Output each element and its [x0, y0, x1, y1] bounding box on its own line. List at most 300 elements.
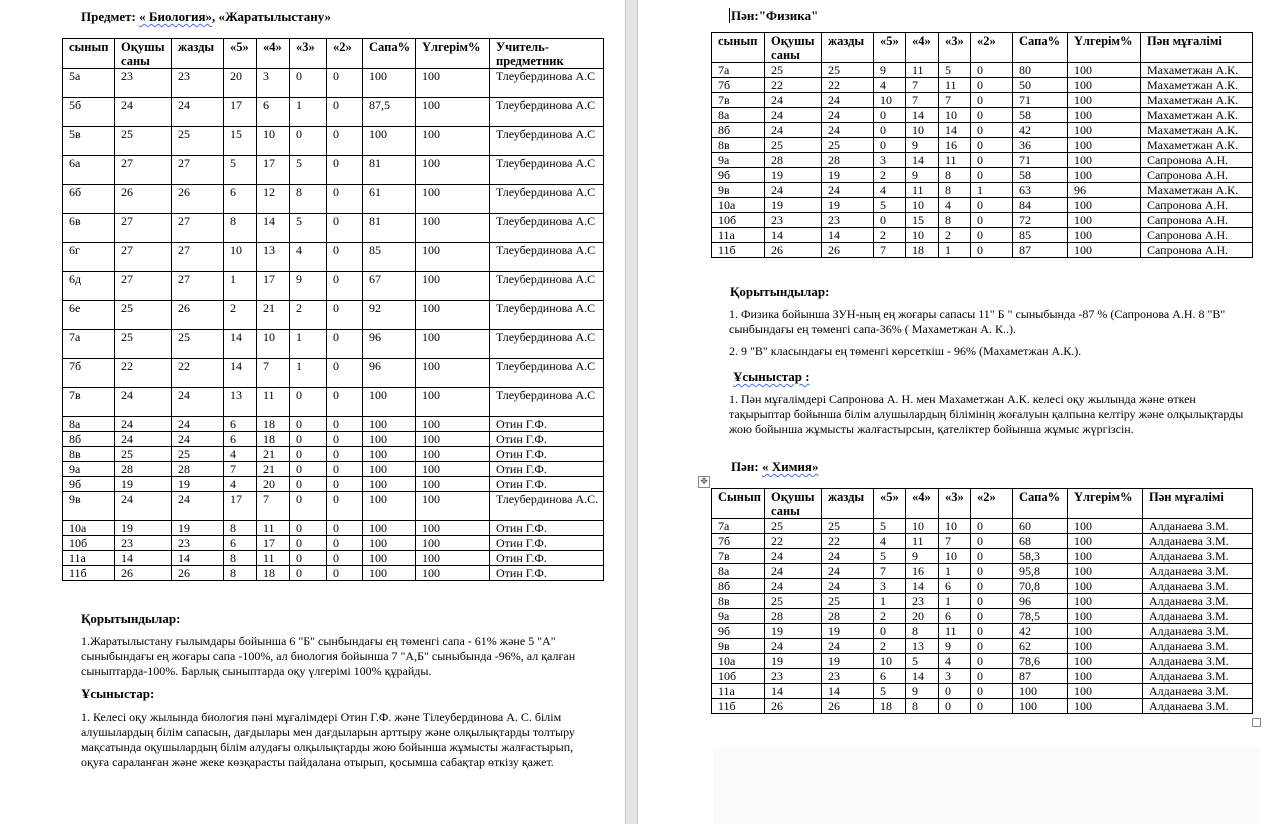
- table-cell: 78,5: [1013, 609, 1068, 624]
- column-header: Оқушы саны: [765, 489, 822, 519]
- page-gutter: [625, 0, 638, 824]
- table-row: [63, 551, 604, 566]
- column-header: Үлгерім%: [1068, 33, 1141, 63]
- table-cell: Алданаева З.М.: [1143, 684, 1253, 699]
- table-cell: 7б: [63, 359, 115, 388]
- column-header: Пән мұғалімі: [1141, 33, 1253, 63]
- table-cell: 100: [416, 551, 490, 566]
- table-cell: 58,3: [1013, 549, 1068, 564]
- table-cell: 17: [224, 492, 257, 521]
- table-cell: 63: [1013, 183, 1068, 198]
- table-cell: 17: [257, 536, 290, 551]
- table-row: [63, 417, 604, 432]
- table-cell: 4: [290, 243, 327, 272]
- table-cell: 0: [290, 432, 327, 447]
- table-cell: Отин Г.Ф.: [490, 536, 604, 551]
- table-cell: 5б: [63, 98, 115, 127]
- table-cell: 24: [765, 579, 822, 594]
- table-cell: Тлеубердинова А.С: [490, 272, 604, 301]
- table-cell: 78,6: [1013, 654, 1068, 669]
- table-cell: 8в: [712, 594, 765, 609]
- table-cell: 10а: [63, 521, 115, 536]
- table-cell: 23: [172, 536, 224, 551]
- table-cell: 9в: [712, 639, 765, 654]
- physics-conclusions-heading: Қорытындылар:: [730, 284, 830, 299]
- table-cell: Тлеубердинова А.С: [490, 156, 604, 185]
- table-cell: 2: [874, 168, 906, 183]
- table-cell: 8б: [712, 123, 765, 138]
- table-cell: 100: [1068, 243, 1141, 258]
- table-cell: 4: [874, 534, 906, 549]
- column-header: Сапа%: [363, 39, 416, 69]
- chemistry-title: [731, 459, 818, 474]
- physics-conclusion-1: 1. Физика бойынша ЗУН-ның ең жоғары сапасы 11" Б " сыныбында -87 % (Сапронова А.Н. 8 "В" сынбындағы ең төменгі сапа-36% ( Махаметжан А. К..).: [729, 307, 1226, 336]
- table-cell: 8: [224, 566, 257, 581]
- table-cell: 100: [1068, 684, 1143, 699]
- table-cell: 100: [363, 69, 416, 98]
- table-cell: 9б: [712, 168, 765, 183]
- table-cell: 81: [363, 156, 416, 185]
- table-cell: Отин Г.Ф.: [490, 447, 604, 462]
- table-cell: 100: [363, 462, 416, 477]
- table-cell: 25: [765, 138, 822, 153]
- column-header: «5»: [874, 33, 906, 63]
- table-cell: 7а: [712, 63, 765, 78]
- table-cell: 96: [363, 330, 416, 359]
- table-cell: 14: [822, 684, 874, 699]
- table-cell: 100: [416, 521, 490, 536]
- table-cell: 22: [172, 359, 224, 388]
- table-cell: 7: [257, 359, 290, 388]
- column-header: «4»: [906, 489, 939, 519]
- table-cell: 6е: [63, 301, 115, 330]
- table-cell: 8в: [63, 447, 115, 462]
- table-cell: 17: [257, 272, 290, 301]
- table-row: [712, 699, 1253, 714]
- table-cell: 4: [939, 654, 971, 669]
- table-cell: 0: [327, 417, 363, 432]
- table-cell: 62: [1013, 639, 1068, 654]
- table-cell: 24: [822, 108, 874, 123]
- column-header: Сапа%: [1013, 489, 1068, 519]
- table-cell: 2: [874, 639, 906, 654]
- table-cell: Махаметжан А.К.: [1141, 93, 1253, 108]
- table-cell: 7: [906, 93, 939, 108]
- table-cell: Тлеубердинова А.С: [490, 301, 604, 330]
- table-cell: 19: [172, 521, 224, 536]
- table-cell: 15: [906, 213, 939, 228]
- table-cell: 5: [290, 156, 327, 185]
- table-cell: Тлеубердинова А.С.: [490, 492, 604, 521]
- table-cell: 100: [363, 447, 416, 462]
- table-cell: 100: [1068, 108, 1141, 123]
- table-cell: 24: [765, 93, 822, 108]
- table-cell: 26: [765, 243, 822, 258]
- table-cell: 0: [290, 477, 327, 492]
- table-cell: 24: [822, 579, 874, 594]
- table-cell: 10: [906, 228, 939, 243]
- table-cell: 0: [327, 69, 363, 98]
- table-cell: 23: [906, 594, 939, 609]
- table-cell: 24: [765, 549, 822, 564]
- table-cell: Сапронова А.Н.: [1141, 153, 1253, 168]
- table-cell: 27: [115, 156, 172, 185]
- table-cell: Отин Г.Ф.: [490, 521, 604, 536]
- table-row: [63, 566, 604, 581]
- table-cell: 24: [765, 108, 822, 123]
- table-cell: 22: [822, 78, 874, 93]
- table-cell: 2: [224, 301, 257, 330]
- table-cell: 0: [971, 534, 1013, 549]
- table-cell: 100: [1068, 549, 1143, 564]
- table-cell: 50: [1013, 78, 1068, 93]
- table-cell: 0: [327, 156, 363, 185]
- column-header: «2»: [971, 33, 1013, 63]
- title-subject-natural-science: , «Жаратылыстану»: [212, 9, 332, 24]
- table-cell: 11а: [712, 684, 765, 699]
- table-cell: 25: [822, 63, 874, 78]
- table-row: [63, 330, 604, 359]
- table-cell: Алданаева З.М.: [1143, 609, 1253, 624]
- table-cell: 0: [327, 447, 363, 462]
- table-cell: 10: [257, 127, 290, 156]
- table-cell: 13: [906, 639, 939, 654]
- table-cell: 14: [172, 551, 224, 566]
- table-cell: 100: [1068, 93, 1141, 108]
- column-header: жазды: [822, 33, 874, 63]
- table-cell: 0: [971, 228, 1013, 243]
- table-cell: 0: [874, 123, 906, 138]
- conclusion-text: 1.Жаратылыстану ғылымдары бойынша 6 "Б" сынбындағы ең төменгі сапа - 61% және 5 "А" сыныбындағы ең жоғары сапа -100%, ал биология бойынша 7 "А,Б" сыныбында -96%, ал қалған сыныптарда-100%. Барлық сыныптарда оқу үлгерімі 100% құрайды.: [81, 634, 576, 678]
- column-header: сынып: [63, 39, 115, 69]
- table-cell: 0: [971, 93, 1013, 108]
- table-cell: 1: [224, 272, 257, 301]
- table-cell: 0: [971, 78, 1013, 93]
- table-cell: 9: [906, 138, 939, 153]
- table-cell: 6а: [63, 156, 115, 185]
- table-cell: 96: [1068, 183, 1141, 198]
- table-cell: 24: [822, 549, 874, 564]
- table-cell: 85: [1013, 228, 1068, 243]
- table-cell: 11: [906, 63, 939, 78]
- table-cell: 70,8: [1013, 579, 1068, 594]
- table-cell: 7: [874, 243, 906, 258]
- table-cell: Алданаева З.М.: [1143, 579, 1253, 594]
- table-cell: 100: [1068, 213, 1141, 228]
- table-cell: 10: [939, 108, 971, 123]
- table-cell: 6: [874, 669, 906, 684]
- table-cell: 80: [1013, 63, 1068, 78]
- table-row: [712, 669, 1253, 684]
- table-cell: 10б: [712, 669, 765, 684]
- table-row: [712, 198, 1253, 213]
- table-cell: 24: [765, 564, 822, 579]
- table-cell: 0: [327, 330, 363, 359]
- table-row: [712, 213, 1253, 228]
- table-row: [712, 564, 1253, 579]
- table-cell: 42: [1013, 624, 1068, 639]
- table-cell: 22: [822, 534, 874, 549]
- table-cell: 100: [416, 388, 490, 417]
- table-cell: 0: [971, 519, 1013, 534]
- document-page-left: [0, 0, 625, 824]
- table-row: [712, 639, 1253, 654]
- table-cell: 14: [939, 123, 971, 138]
- table-cell: 23: [115, 69, 172, 98]
- table-row: [63, 98, 604, 127]
- table-cell: 0: [290, 492, 327, 521]
- table-cell: 1: [290, 330, 327, 359]
- table-cell: 0: [327, 492, 363, 521]
- table-row: [712, 78, 1253, 93]
- table-cell: 24: [172, 432, 224, 447]
- table-row: [712, 183, 1253, 198]
- table-cell: 26: [172, 301, 224, 330]
- table-cell: 100: [416, 462, 490, 477]
- table-cell: 100: [1068, 198, 1141, 213]
- table-cell: 0: [327, 127, 363, 156]
- table-cell: 11б: [712, 243, 765, 258]
- table-cell: Тлеубердинова А.С: [490, 243, 604, 272]
- table-cell: 25: [115, 447, 172, 462]
- table-cell: 24: [172, 98, 224, 127]
- table-row: [712, 243, 1253, 258]
- table-cell: Отин Г.Ф.: [490, 477, 604, 492]
- table-cell: 0: [971, 549, 1013, 564]
- table-row: [63, 185, 604, 214]
- table-cell: 100: [416, 272, 490, 301]
- table-cell: 8б: [712, 579, 765, 594]
- table-cell: 5в: [63, 127, 115, 156]
- physics-recommendation-text: 1. Пән мұғалімдері Сапронова А. Н. мен Махаметжан А.К. келесі оқу жылында және өткен тақырыптар бойынша білім алушылардың білімінің жоғалуын қалпына келтіру және олқылықтарды жою бойынша жұмысты жалғастырсын, қателіктер бойынша жұмыс жүргізсін.: [729, 392, 1244, 436]
- table-cell: 25: [172, 330, 224, 359]
- table-cell: 8: [224, 521, 257, 536]
- table-cell: 7в: [712, 549, 765, 564]
- column-header: «2»: [327, 39, 363, 69]
- table-cell: 0: [939, 699, 971, 714]
- table-cell: 14: [906, 579, 939, 594]
- table-cell: 0: [290, 388, 327, 417]
- table-row: [63, 127, 604, 156]
- table-row: [63, 447, 604, 462]
- table-cell: Алданаева З.М.: [1143, 669, 1253, 684]
- conclusions-heading: Қорытындылар:: [81, 611, 181, 626]
- table-cell: Алданаева З.М.: [1143, 519, 1253, 534]
- table-cell: 11а: [712, 228, 765, 243]
- table-cell: 9: [874, 63, 906, 78]
- table-row: [712, 228, 1253, 243]
- table-cell: 0: [327, 521, 363, 536]
- physics-grades-table: [711, 32, 1253, 258]
- table-cell: 9в: [63, 492, 115, 521]
- table-cell: 10: [939, 519, 971, 534]
- table-cell: 100: [363, 536, 416, 551]
- table-row: [63, 272, 604, 301]
- table-cell: 7а: [63, 330, 115, 359]
- table-cell: 14: [224, 330, 257, 359]
- table-cell: Алданаева З.М.: [1143, 549, 1253, 564]
- table-cell: 6д: [63, 272, 115, 301]
- table-resize-handle[interactable]: [1252, 718, 1261, 727]
- column-header: «4»: [257, 39, 290, 69]
- table-cell: 100: [1068, 639, 1143, 654]
- table-cell: Тлеубердинова А.С: [490, 127, 604, 156]
- table-cell: 71: [1013, 153, 1068, 168]
- table-row: [712, 108, 1253, 123]
- table-cell: Алданаева З.М.: [1143, 624, 1253, 639]
- table-row: [63, 301, 604, 330]
- title-prefix: Пән:: [731, 459, 762, 474]
- table-cell: 28: [172, 462, 224, 477]
- table-cell: 25: [822, 138, 874, 153]
- table-cell: 8: [906, 699, 939, 714]
- column-header: Пән мұғалімі: [1143, 489, 1253, 519]
- table-cell: 9а: [63, 462, 115, 477]
- table-cell: 5: [290, 214, 327, 243]
- table-cell: 24: [115, 417, 172, 432]
- table-cell: 0: [971, 579, 1013, 594]
- table-cell: 9: [290, 272, 327, 301]
- table-cell: 100: [416, 98, 490, 127]
- table-cell: 100: [1068, 564, 1143, 579]
- table-cell: 96: [363, 359, 416, 388]
- table-cell: 0: [327, 301, 363, 330]
- table-cell: 24: [822, 564, 874, 579]
- table-cell: 28: [822, 609, 874, 624]
- table-row: [63, 432, 604, 447]
- table-cell: 0: [327, 566, 363, 581]
- table-cell: 5: [224, 156, 257, 185]
- column-header: жазды: [172, 39, 224, 69]
- table-cell: 100: [363, 127, 416, 156]
- table-cell: 14: [822, 228, 874, 243]
- table-cell: 9: [906, 549, 939, 564]
- table-cell: 3: [874, 153, 906, 168]
- biology-title: [81, 9, 331, 24]
- table-cell: 0: [971, 138, 1013, 153]
- table-cell: 7: [224, 462, 257, 477]
- table-cell: 8а: [712, 108, 765, 123]
- table-cell: 9б: [712, 624, 765, 639]
- table-cell: 23: [822, 669, 874, 684]
- table-cell: Алданаева З.М.: [1143, 534, 1253, 549]
- table-row: [63, 243, 604, 272]
- table-cell: 8: [939, 168, 971, 183]
- table-cell: 5: [874, 549, 906, 564]
- table-cell: 7: [257, 492, 290, 521]
- table-cell: 5: [874, 684, 906, 699]
- table-cell: 100: [363, 551, 416, 566]
- table-cell: 6: [224, 417, 257, 432]
- table-cell: 100: [1068, 609, 1143, 624]
- table-cell: 12: [257, 185, 290, 214]
- table-row: [63, 521, 604, 536]
- table-cell: 0: [971, 594, 1013, 609]
- table-row: [712, 684, 1253, 699]
- table-cell: 100: [416, 301, 490, 330]
- table-cell: 10: [906, 198, 939, 213]
- table-cell: Махаметжан А.К.: [1141, 123, 1253, 138]
- table-cell: 27: [172, 272, 224, 301]
- table-cell: 9: [906, 684, 939, 699]
- table-cell: 11: [939, 78, 971, 93]
- table-cell: 0: [290, 566, 327, 581]
- table-cell: 100: [1068, 138, 1141, 153]
- table-cell: 0: [327, 214, 363, 243]
- table-cell: 24: [822, 93, 874, 108]
- table-cell: 87: [1013, 243, 1068, 258]
- table-cell: Махаметжан А.К.: [1141, 138, 1253, 153]
- table-cell: 0: [290, 417, 327, 432]
- table-header-row: [712, 489, 1253, 519]
- table-cell: 27: [115, 214, 172, 243]
- table-cell: 9: [939, 639, 971, 654]
- table-row: [712, 123, 1253, 138]
- table-cell: 7а: [712, 519, 765, 534]
- table-row: [712, 594, 1253, 609]
- table-cell: 100: [363, 521, 416, 536]
- table-cell: 8в: [712, 138, 765, 153]
- physics-conclusion-2: 2. 9 "В" класындағы ең төменгі көрсеткіш - 96% (Махаметжан А.К.).: [729, 344, 1082, 358]
- table-cell: 0: [290, 127, 327, 156]
- table-cell: 5а: [63, 69, 115, 98]
- table-cell: 24: [765, 639, 822, 654]
- table-cell: Отин Г.Ф.: [490, 417, 604, 432]
- table-cell: 2: [874, 609, 906, 624]
- table-cell: 2: [874, 228, 906, 243]
- table-cell: 23: [115, 536, 172, 551]
- table-cell: 1: [874, 594, 906, 609]
- table-cell: 5: [874, 198, 906, 213]
- table-header-row: [712, 33, 1253, 63]
- table-move-handle-icon[interactable]: ✥: [698, 476, 710, 488]
- table-cell: 9в: [712, 183, 765, 198]
- table-cell: 18: [906, 243, 939, 258]
- table-cell: 3: [257, 69, 290, 98]
- table-cell: 25: [822, 594, 874, 609]
- table-cell: 28: [765, 153, 822, 168]
- table-cell: 14: [257, 214, 290, 243]
- table-cell: 24: [822, 639, 874, 654]
- table-cell: 84: [1013, 198, 1068, 213]
- table-cell: 7: [874, 564, 906, 579]
- table-cell: 100: [1068, 699, 1143, 714]
- table-cell: 14: [115, 551, 172, 566]
- table-cell: Алданаева З.М.: [1143, 564, 1253, 579]
- table-cell: 26: [115, 566, 172, 581]
- table-cell: 1: [939, 243, 971, 258]
- table-cell: 100: [1068, 594, 1143, 609]
- table-cell: 100: [416, 477, 490, 492]
- table-cell: 100: [1068, 63, 1141, 78]
- table-cell: 10а: [712, 198, 765, 213]
- table-cell: 10: [874, 93, 906, 108]
- table-row: [712, 534, 1253, 549]
- table-cell: 0: [971, 123, 1013, 138]
- table-cell: 100: [363, 388, 416, 417]
- table-row: [63, 359, 604, 388]
- table-cell: 25: [115, 330, 172, 359]
- table-cell: 14: [906, 108, 939, 123]
- table-cell: 100: [1068, 669, 1143, 684]
- table-cell: 26: [822, 243, 874, 258]
- table-cell: 19: [765, 654, 822, 669]
- table-row: [63, 536, 604, 551]
- table-cell: 13: [257, 243, 290, 272]
- table-cell: 2: [290, 301, 327, 330]
- table-cell: 87,5: [363, 98, 416, 127]
- table-cell: 0: [971, 168, 1013, 183]
